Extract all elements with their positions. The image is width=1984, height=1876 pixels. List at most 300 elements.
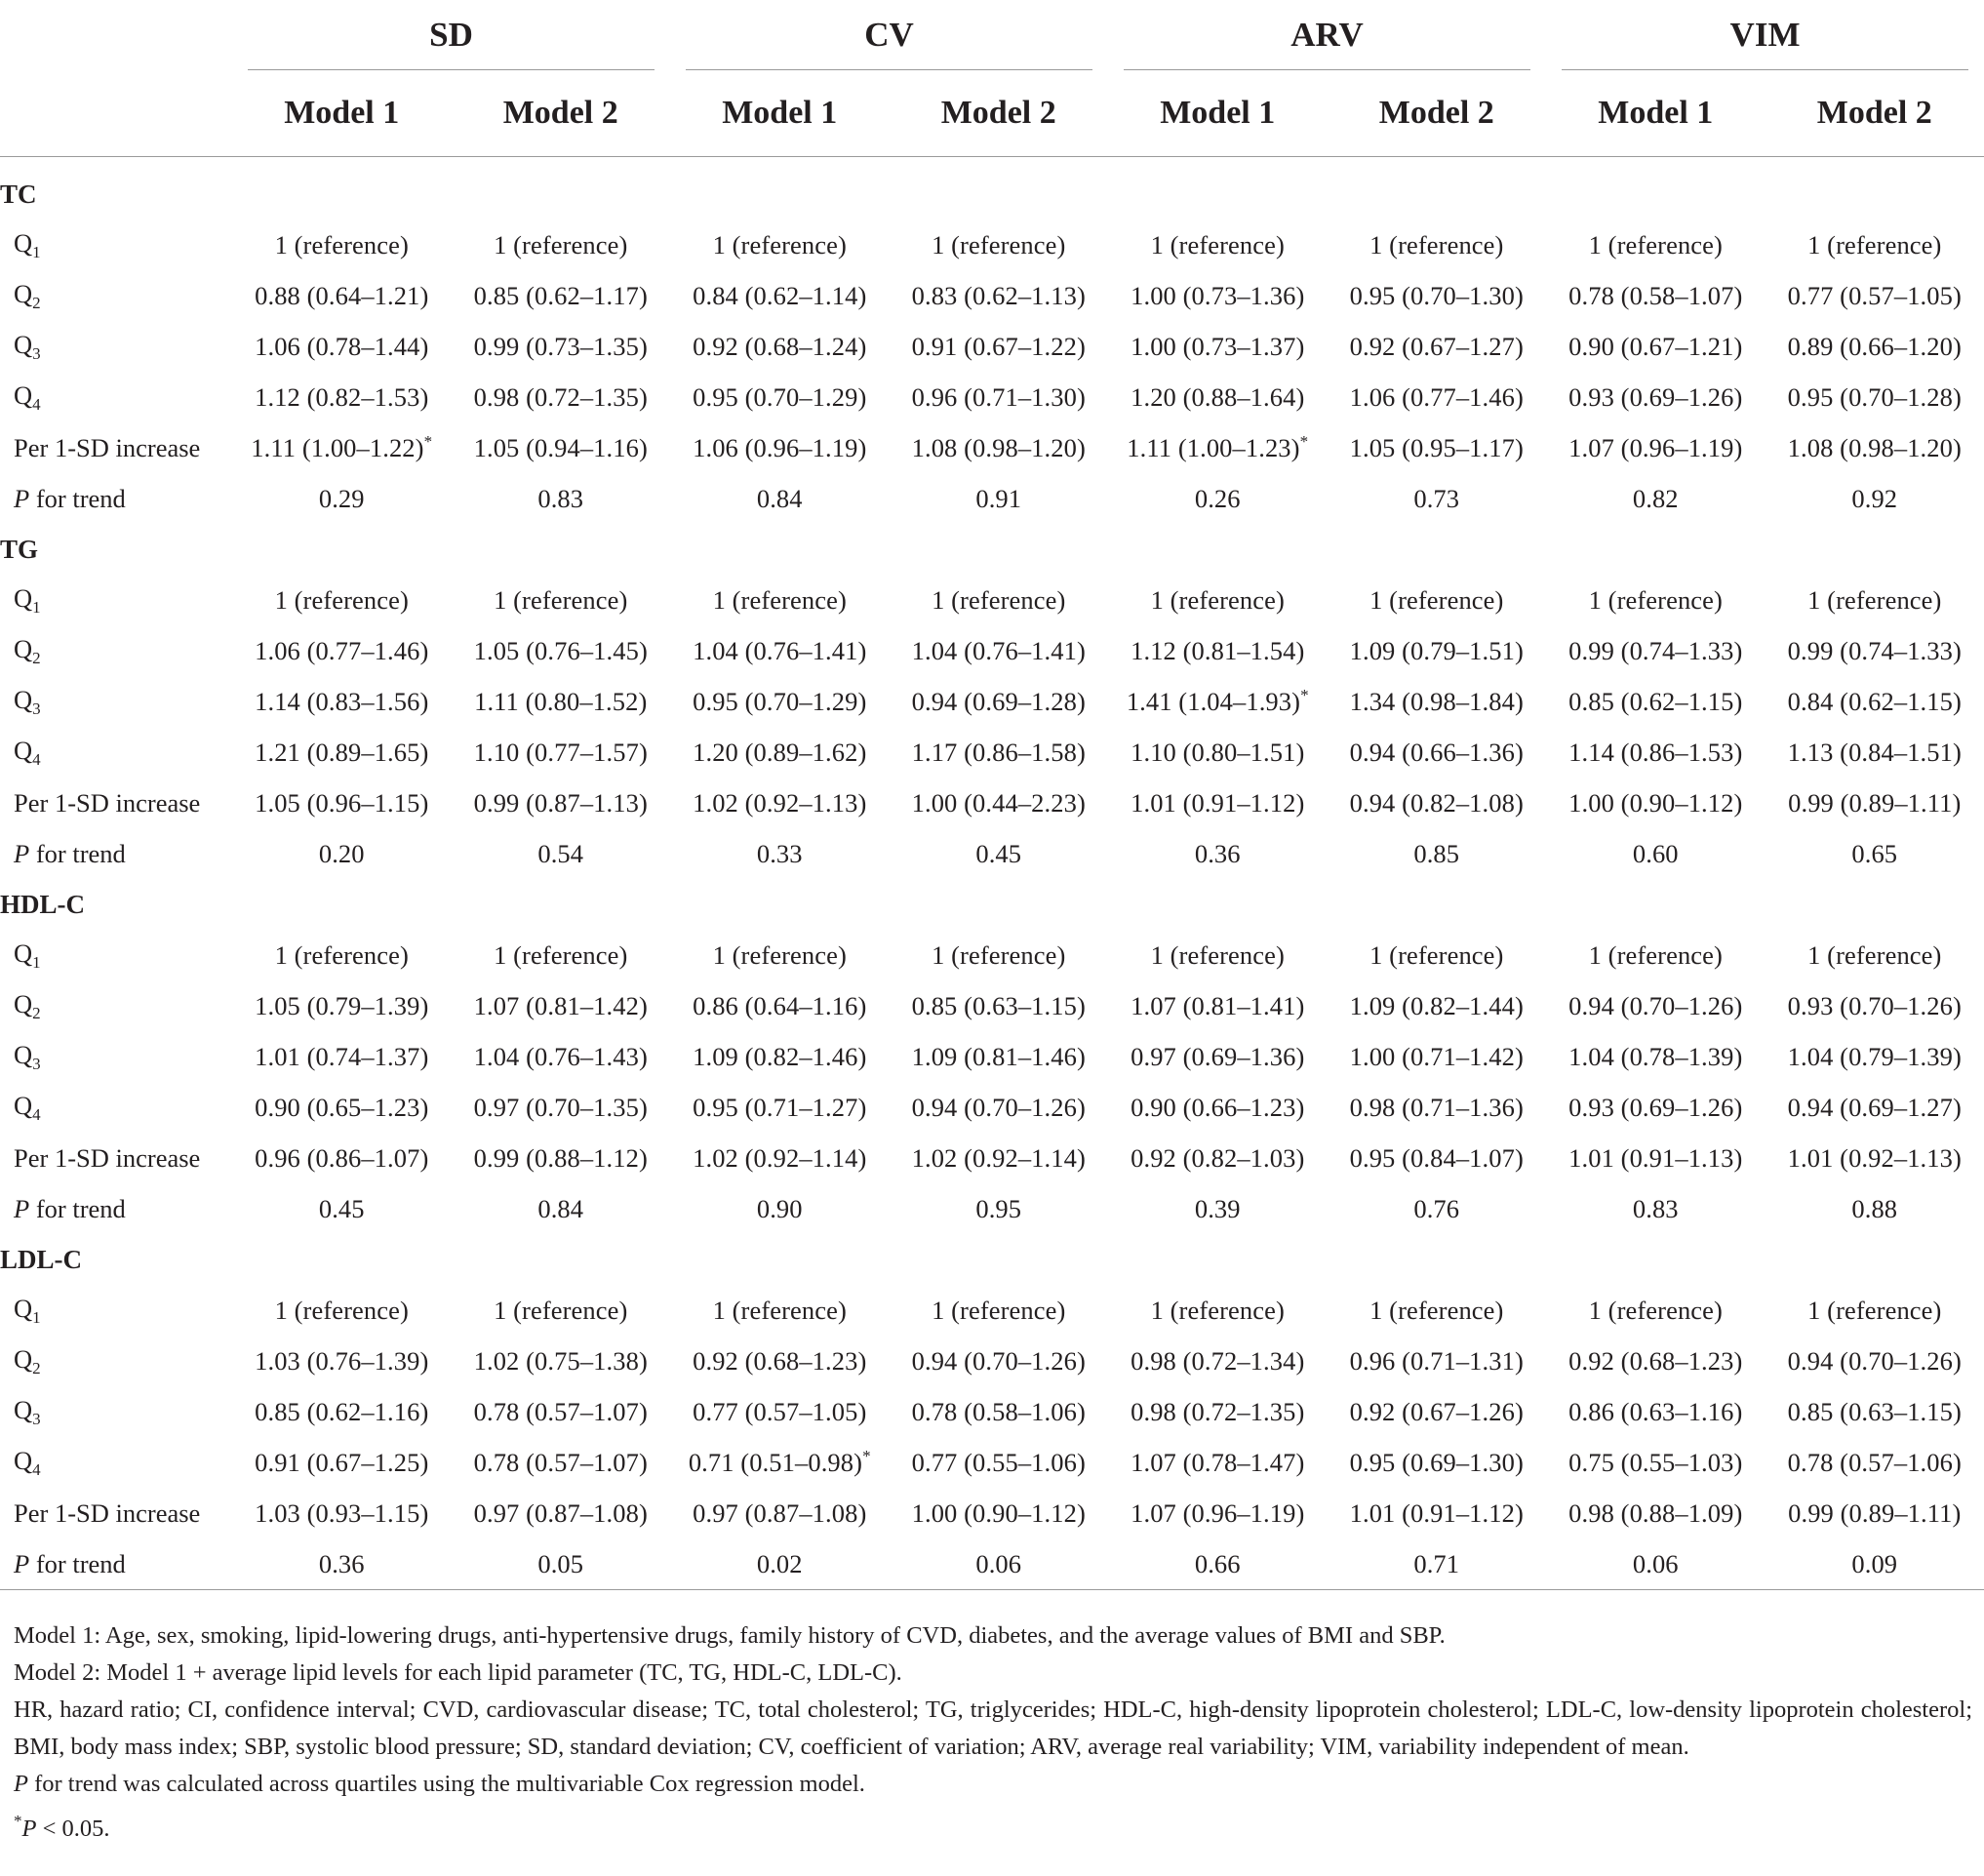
table-cell: 0.76	[1413, 1193, 1460, 1223]
table-row	[0, 1285, 1984, 1336]
table-row	[0, 372, 1984, 422]
table-body	[0, 157, 1984, 1590]
table-cell: 0.83 (0.62–1.13)	[911, 280, 1086, 310]
column-group-label: CV	[864, 16, 914, 54]
footnote-model-1: Model 1: Age, sex, smoking, lipid-lowering drugs, anti-hypertensive drugs, family history of CVD, diabetes, and the average values of BMI and SBP.	[14, 1622, 1446, 1649]
table-cell: 0.95	[975, 1193, 1022, 1223]
italic-p: P	[14, 1771, 28, 1797]
table-cell: 0.95 (0.84–1.07)	[1349, 1142, 1524, 1173]
table-cell: 0.20	[318, 838, 365, 868]
row-label	[0, 1336, 232, 1386]
table-cell: 0.54	[537, 838, 584, 868]
quartile-subscript: 3	[32, 1054, 41, 1073]
table-cell: 0.95 (0.69–1.30)	[1349, 1447, 1524, 1477]
p-trend-label: for trend	[29, 1193, 126, 1223]
table-cell: 1 (reference)	[494, 1295, 628, 1325]
quartile-label: Q	[14, 633, 33, 663]
table-cell: 1.20 (0.89–1.62)	[693, 737, 867, 767]
row-label	[0, 625, 232, 676]
quartile-label: Q	[14, 1343, 33, 1374]
table-cell: 0.09	[1766, 1538, 1984, 1590]
quartile-subscript: 1	[32, 952, 41, 972]
italic-p: P	[14, 1193, 30, 1223]
section-title: TC	[0, 179, 37, 209]
table-cell: 1.06 (0.96–1.19)	[693, 432, 867, 462]
table-cell: 1 (reference)	[1588, 939, 1723, 970]
table-cell: 0.89 (0.66–1.20)	[1787, 331, 1962, 361]
table-cell: 1.02 (0.92–1.14)	[693, 1142, 867, 1173]
table-cell: 1 (reference)	[1150, 939, 1285, 970]
italic-p: P	[14, 838, 30, 868]
table-cell: 1.07 (0.81–1.42)	[473, 990, 648, 1020]
quartile-subscript: 4	[32, 394, 41, 414]
table-cell: 1.07 (0.78–1.47)	[1131, 1447, 1305, 1477]
table-cell: 1.03 (0.76–1.39)	[255, 1345, 429, 1376]
table-row	[0, 1082, 1984, 1133]
table-cell: 0.06	[890, 1538, 1109, 1590]
row-label	[0, 727, 232, 778]
quartile-subscript: 1	[32, 1307, 41, 1327]
table-cell: 1.41 (1.04–1.93)*	[1126, 686, 1309, 716]
table-cell: 0.99 (0.89–1.11)	[1788, 787, 1962, 818]
table-cell: 0.84	[756, 483, 803, 513]
row-label: Per 1-SD increase	[14, 432, 201, 462]
table-cell: 1.04 (0.78–1.39)	[1568, 1041, 1743, 1071]
table-cell: 1 (reference)	[1369, 584, 1504, 615]
table-cell: 1.14 (0.83–1.56)	[255, 686, 429, 716]
table-row	[0, 828, 1984, 879]
table-cell: 1 (reference)	[494, 229, 628, 259]
table-cell: 0.97 (0.87–1.08)	[473, 1497, 648, 1528]
table-cell: 0.45	[318, 1193, 365, 1223]
table-cell: 1 (reference)	[1588, 229, 1723, 259]
table-cell: 0.99 (0.88–1.12)	[473, 1142, 648, 1173]
quartile-label: Q	[14, 1039, 33, 1069]
quartile-subscript: 1	[32, 597, 41, 617]
table-cell: 0.78 (0.57–1.07)	[473, 1447, 648, 1477]
table-cell: 0.60	[1632, 838, 1679, 868]
table-cell: 0.85 (0.63–1.15)	[1787, 1396, 1962, 1426]
table-cell: 0.85 (0.63–1.15)	[911, 990, 1086, 1020]
table-row	[0, 422, 1984, 473]
quartile-label: Q	[14, 227, 33, 258]
table-cell: 0.36	[232, 1538, 452, 1590]
table-cell: 0.92	[1851, 483, 1898, 513]
table-cell: 0.86 (0.64–1.16)	[693, 990, 867, 1020]
table-row	[0, 676, 1984, 727]
table-cell: 0.83	[537, 483, 584, 513]
quartile-subscript: 3	[32, 699, 41, 718]
table-cell: 0.98 (0.72–1.35)	[1131, 1396, 1305, 1426]
table-cell: 0.90	[756, 1193, 803, 1223]
quartile-label: Q	[14, 329, 33, 359]
table-cell: 0.71	[1328, 1538, 1547, 1590]
group-rule	[1124, 69, 1530, 70]
footnote-model-2: Model 2: Model 1 + average lipid levels for each lipid parameter (TC, TG, HDL-C, LDL-C).	[14, 1659, 902, 1686]
table-cell: 1 (reference)	[932, 584, 1066, 615]
row-label	[0, 321, 232, 372]
quartile-subscript: 4	[32, 1459, 41, 1479]
table-cell: 1.12 (0.81–1.54)	[1131, 635, 1305, 665]
table-cell: 0.65	[1851, 838, 1898, 868]
quartile-subscript: 2	[32, 1003, 41, 1022]
table-cell: 0.85	[1413, 838, 1460, 868]
table-cell: 0.93 (0.69–1.26)	[1568, 381, 1743, 412]
model-header-row	[0, 70, 1984, 157]
table-cell: 1.06 (0.77–1.46)	[1349, 381, 1524, 412]
quartile-label: Q	[14, 988, 33, 1018]
table-cell: 1.34 (0.98–1.84)	[1349, 686, 1524, 716]
table-cell: 1 (reference)	[1369, 1295, 1504, 1325]
quartile-subscript: 2	[32, 293, 41, 312]
table-cell: 0.93 (0.70–1.26)	[1787, 990, 1962, 1020]
table-cell: 1.09 (0.82–1.44)	[1349, 990, 1524, 1020]
table-cell: 0.39	[1194, 1193, 1241, 1223]
table-row	[0, 1386, 1984, 1437]
table-cell: 1.06 (0.78–1.44)	[255, 331, 429, 361]
quartile-subscript: 3	[32, 343, 41, 363]
model-header: Model 2	[890, 70, 1109, 157]
model-header: Model 1	[1546, 70, 1766, 157]
table-cell: 0.97 (0.69–1.36)	[1131, 1041, 1305, 1071]
table-cell: 0.85 (0.62–1.17)	[473, 280, 648, 310]
table-cell: 1.01 (0.91–1.13)	[1568, 1142, 1743, 1173]
table-cell: 1.01 (0.92–1.13)	[1787, 1142, 1962, 1173]
section-title: LDL-C	[0, 1244, 83, 1274]
row-label	[0, 473, 232, 524]
table-cell: 1.05 (0.95–1.17)	[1349, 432, 1524, 462]
row-label	[0, 372, 232, 422]
table-cell: 0.95 (0.70–1.29)	[693, 381, 867, 412]
footnote-p-trend-text: for trend was calculated across quartiles using the multivariable Cox regression model.	[27, 1771, 865, 1797]
table-cell: 1.09 (0.82–1.46)	[693, 1041, 867, 1071]
table-cell: 1 (reference)	[712, 229, 847, 259]
table-cell: 0.78 (0.58–1.06)	[911, 1396, 1086, 1426]
table-cell: 1.05 (0.76–1.45)	[473, 635, 648, 665]
section-header-row	[0, 524, 1984, 575]
table-cell: 1 (reference)	[494, 584, 628, 615]
table-cell: 0.29	[318, 483, 365, 513]
table-cell: 1.02 (0.75–1.38)	[473, 1345, 648, 1376]
table-cell: 1.05 (0.94–1.16)	[473, 432, 648, 462]
table-cell: 1.11 (1.00–1.23)*	[1127, 432, 1309, 462]
table-cell: 1 (reference)	[932, 229, 1066, 259]
row-label	[0, 1183, 232, 1234]
row-label	[0, 980, 232, 1031]
table-cell: 0.77 (0.57–1.05)	[693, 1396, 867, 1426]
model-header: Model 2	[1328, 70, 1547, 157]
row-label	[0, 220, 232, 270]
table-cell: 0.85 (0.62–1.15)	[1568, 686, 1743, 716]
table-row	[0, 727, 1984, 778]
quartile-subscript: 1	[32, 242, 41, 261]
table-cell: 0.85 (0.62–1.16)	[255, 1396, 429, 1426]
row-label	[0, 270, 232, 321]
table-cell: 0.96 (0.71–1.31)	[1349, 1345, 1524, 1376]
table-cell: 0.99 (0.74–1.33)	[1568, 635, 1743, 665]
table-row	[0, 321, 1984, 372]
table-cell: 1.21 (0.89–1.65)	[255, 737, 429, 767]
table-cell: 1.09 (0.79–1.51)	[1349, 635, 1524, 665]
quartile-subscript: 2	[32, 1358, 41, 1377]
table-cell: 0.45	[975, 838, 1022, 868]
table-cell: 0.78 (0.57–1.07)	[473, 1396, 648, 1426]
corner-cell	[0, 0, 232, 70]
column-group-arv	[1108, 0, 1546, 70]
table-cell: 0.94 (0.70–1.26)	[911, 1092, 1086, 1122]
italic-p: P	[21, 1816, 37, 1842]
model-header: Model 1	[232, 70, 452, 157]
table-cell: 1.01 (0.91–1.12)	[1349, 1497, 1524, 1528]
table-cell: 1.00 (0.73–1.37)	[1131, 331, 1305, 361]
section-header-row	[0, 879, 1984, 930]
table-cell: 1 (reference)	[932, 939, 1066, 970]
row-label	[0, 1437, 232, 1488]
table-cell: 1.04 (0.76–1.41)	[693, 635, 867, 665]
table-cell: 0.98 (0.88–1.09)	[1568, 1497, 1743, 1528]
table-cell: 1 (reference)	[1588, 1295, 1723, 1325]
table-cell: 0.92 (0.82–1.03)	[1131, 1142, 1305, 1173]
table-cell: 1 (reference)	[1807, 1295, 1942, 1325]
group-rule	[248, 69, 655, 70]
table-cell: 1.12 (0.82–1.53)	[255, 381, 429, 412]
column-group-vim	[1546, 0, 1984, 70]
quartile-label: Q	[14, 735, 33, 765]
table-row	[0, 1336, 1984, 1386]
row-label: Per 1-SD increase	[14, 1142, 201, 1173]
table-cell: 1 (reference)	[1588, 584, 1723, 615]
table-footnotes	[14, 1617, 1972, 1848]
quartile-label: Q	[14, 379, 33, 410]
quartile-subscript: 4	[32, 1104, 41, 1124]
group-rule	[1562, 69, 1968, 70]
asterisk: *	[14, 1812, 22, 1830]
section-title: HDL-C	[0, 889, 85, 919]
italic-p: P	[14, 1548, 30, 1578]
group-rule	[686, 69, 1092, 70]
table-cell: 0.97 (0.70–1.35)	[473, 1092, 648, 1122]
table-row	[0, 1133, 1984, 1183]
column-group-label: ARV	[1290, 16, 1364, 54]
table-cell: 0.84	[537, 1193, 584, 1223]
table-cell: 0.94 (0.69–1.28)	[911, 686, 1086, 716]
table-row	[0, 1538, 1984, 1590]
row-label: Per 1-SD increase	[14, 787, 201, 818]
significance-asterisk: *	[1299, 432, 1309, 451]
significance-asterisk: *	[423, 432, 433, 451]
footnote-p-trend	[14, 1766, 1972, 1803]
footnote-significance	[14, 1803, 1972, 1848]
table-cell: 0.92 (0.67–1.26)	[1349, 1396, 1524, 1426]
table-cell: 0.78 (0.57–1.06)	[1787, 1447, 1962, 1477]
table-cell: 0.75 (0.55–1.03)	[1568, 1447, 1743, 1477]
row-label	[0, 1285, 232, 1336]
table-cell: 1.02 (0.92–1.14)	[911, 1142, 1086, 1173]
table-cell: 1.02 (0.92–1.13)	[693, 787, 867, 818]
table-cell: 1 (reference)	[1150, 229, 1285, 259]
table-cell: 0.92 (0.68–1.23)	[693, 1345, 867, 1376]
footnote-significance-text: < 0.05.	[36, 1816, 110, 1842]
table-row	[0, 270, 1984, 321]
table-row	[0, 1031, 1984, 1082]
table-cell: 0.94 (0.70–1.26)	[1568, 990, 1743, 1020]
table-cell: 0.90 (0.67–1.21)	[1568, 331, 1743, 361]
table-cell: 1.00 (0.90–1.12)	[911, 1497, 1086, 1528]
table-cell: 0.95 (0.71–1.27)	[693, 1092, 867, 1122]
table-row	[0, 778, 1984, 828]
quartile-label: Q	[14, 582, 33, 613]
table-cell: 1.04 (0.76–1.41)	[911, 635, 1086, 665]
section-header-row	[0, 157, 1984, 220]
table-cell: 0.97 (0.87–1.08)	[693, 1497, 867, 1528]
model-header: Model 1	[670, 70, 890, 157]
significance-asterisk: *	[1300, 686, 1309, 704]
table-cell: 0.91 (0.67–1.22)	[911, 331, 1086, 361]
table-cell: 1.10 (0.77–1.57)	[473, 737, 648, 767]
table-cell: 0.93 (0.69–1.26)	[1568, 1092, 1743, 1122]
table-row	[0, 473, 1984, 524]
model-header: Model 1	[1108, 70, 1328, 157]
row-label: Per 1-SD increase	[14, 1497, 201, 1528]
table-cell: 0.99 (0.89–1.11)	[1788, 1497, 1962, 1528]
table-cell: 1 (reference)	[1369, 229, 1504, 259]
table-cell: 0.82	[1632, 483, 1679, 513]
table-cell: 1.00 (0.44–2.23)	[911, 787, 1086, 818]
table-cell: 1 (reference)	[274, 229, 409, 259]
table-cell: 1.07 (0.96–1.19)	[1131, 1497, 1305, 1528]
table-cell: 1.00 (0.71–1.42)	[1349, 1041, 1524, 1071]
table-cell: 1.05 (0.96–1.15)	[255, 787, 429, 818]
table-cell: 0.99 (0.73–1.35)	[473, 331, 648, 361]
table-cell: 1 (reference)	[712, 939, 847, 970]
table-cell: 0.94 (0.82–1.08)	[1349, 787, 1524, 818]
table-cell: 1.06 (0.77–1.46)	[255, 635, 429, 665]
table-cell: 1 (reference)	[712, 1295, 847, 1325]
table-cell: 0.95 (0.70–1.28)	[1787, 381, 1962, 412]
table-cell: 1 (reference)	[1150, 584, 1285, 615]
table-cell: 0.77 (0.57–1.05)	[1787, 280, 1962, 310]
table-cell: 1 (reference)	[1807, 584, 1942, 615]
table-cell: 0.92 (0.68–1.24)	[693, 331, 867, 361]
column-group-label: VIM	[1729, 16, 1801, 54]
table-cell: 0.77 (0.55–1.06)	[911, 1447, 1086, 1477]
section-header-row	[0, 1234, 1984, 1285]
table-cell: 1.11 (1.00–1.22)*	[251, 432, 433, 462]
table-cell: 1 (reference)	[1807, 939, 1942, 970]
table-cell: 1.07 (0.96–1.19)	[1568, 432, 1743, 462]
table-cell: 0.95 (0.70–1.30)	[1349, 280, 1524, 310]
quartile-label: Q	[14, 278, 33, 308]
table-cell: 1.05 (0.79–1.39)	[255, 990, 429, 1020]
table-cell: 0.98 (0.71–1.36)	[1349, 1092, 1524, 1122]
table-cell: 0.92 (0.67–1.27)	[1349, 331, 1524, 361]
quartile-subscript: 2	[32, 648, 41, 667]
table-row	[0, 220, 1984, 270]
table-cell: 0.99 (0.74–1.33)	[1787, 635, 1962, 665]
column-group-sd	[232, 0, 670, 70]
table-row	[0, 625, 1984, 676]
p-trend-label: for trend	[29, 1548, 126, 1578]
table-cell: 0.88 (0.64–1.21)	[255, 280, 429, 310]
table-cell: 0.94 (0.70–1.26)	[1787, 1345, 1962, 1376]
table-cell: 0.90 (0.66–1.23)	[1131, 1092, 1305, 1122]
section-title: TG	[0, 534, 39, 564]
quartile-label: Q	[14, 1293, 33, 1323]
quartile-label: Q	[14, 684, 33, 714]
table-cell: 1 (reference)	[274, 939, 409, 970]
row-label	[0, 1386, 232, 1437]
table-cell: 1.04 (0.76–1.43)	[473, 1041, 648, 1071]
footnote-abbreviations: HR, hazard ratio; CI, confidence interval; CVD, cardiovascular disease; TC, total cholesterol; TG, triglycerides; HDL-C, high-density lipoprotein cholesterol; LDL-C, low-density lipoprotein cholesterol; BMI, body mass index; SBP, systolic blood pressure; SD, standard deviation; CV, coefficient of variation; ARV, average real variability; VIM, variability independent of mean.	[14, 1696, 1972, 1760]
table-cell: 1.09 (0.81–1.46)	[911, 1041, 1086, 1071]
table-cell: 0.91	[975, 483, 1022, 513]
table-cell: 1 (reference)	[1150, 1295, 1285, 1325]
model-header: Model 2	[1766, 70, 1984, 157]
table-cell: 0.83	[1632, 1193, 1679, 1223]
table-cell: 1 (reference)	[1369, 939, 1504, 970]
table-cell: 1.13 (0.84–1.51)	[1787, 737, 1962, 767]
table-cell: 1.01 (0.91–1.12)	[1131, 787, 1305, 818]
table-cell: 0.78 (0.58–1.07)	[1568, 280, 1743, 310]
table-cell: 1.08 (0.98–1.20)	[911, 432, 1086, 462]
table-cell: 1 (reference)	[932, 1295, 1066, 1325]
table-cell: 0.94 (0.66–1.36)	[1349, 737, 1524, 767]
table-cell: 1 (reference)	[1807, 229, 1942, 259]
italic-p: P	[14, 483, 30, 513]
table-cell: 1.17 (0.86–1.58)	[911, 737, 1086, 767]
table-cell: 0.06	[1546, 1538, 1766, 1590]
p-trend-label: for trend	[29, 838, 126, 868]
table-cell: 0.02	[670, 1538, 890, 1590]
column-group-header-row	[0, 0, 1984, 70]
quartile-label: Q	[14, 938, 33, 968]
row-label	[0, 1538, 232, 1590]
quartile-subscript: 3	[32, 1409, 41, 1428]
table-cell: 1.20 (0.88–1.64)	[1131, 381, 1305, 412]
table-cell: 1.00 (0.73–1.36)	[1131, 280, 1305, 310]
row-label	[0, 1082, 232, 1133]
table-cell: 1.08 (0.98–1.20)	[1787, 432, 1962, 462]
table-row	[0, 980, 1984, 1031]
row-label	[0, 575, 232, 625]
table-cell: 0.92 (0.68–1.23)	[1568, 1345, 1743, 1376]
model-header: Model 2	[452, 70, 671, 157]
quartile-label: Q	[14, 1394, 33, 1424]
table-row	[0, 1488, 1984, 1538]
table-cell: 0.71 (0.51–0.98)*	[688, 1447, 871, 1477]
table-cell: 0.86 (0.63–1.16)	[1568, 1396, 1743, 1426]
table-cell: 0.94 (0.69–1.27)	[1787, 1092, 1962, 1122]
table-cell: 1.01 (0.74–1.37)	[255, 1041, 429, 1071]
column-group-cv	[670, 0, 1108, 70]
row-label	[0, 676, 232, 727]
table-cell: 1.00 (0.90–1.12)	[1568, 787, 1743, 818]
table-cell: 0.05	[452, 1538, 671, 1590]
table-cell: 0.96 (0.86–1.07)	[255, 1142, 429, 1173]
table-cell: 0.95 (0.70–1.29)	[693, 686, 867, 716]
table-cell: 1.14 (0.86–1.53)	[1568, 737, 1743, 767]
table-cell: 0.66	[1108, 1538, 1328, 1590]
table-cell: 0.94 (0.70–1.26)	[911, 1345, 1086, 1376]
row-label	[0, 1031, 232, 1082]
significance-asterisk: *	[862, 1447, 871, 1465]
table-cell: 0.73	[1413, 483, 1460, 513]
table-cell: 1 (reference)	[494, 939, 628, 970]
table-cell: 0.88	[1851, 1193, 1898, 1223]
quartile-label: Q	[14, 1445, 33, 1475]
table-cell: 0.84 (0.62–1.14)	[693, 280, 867, 310]
quartile-label: Q	[14, 1090, 33, 1120]
